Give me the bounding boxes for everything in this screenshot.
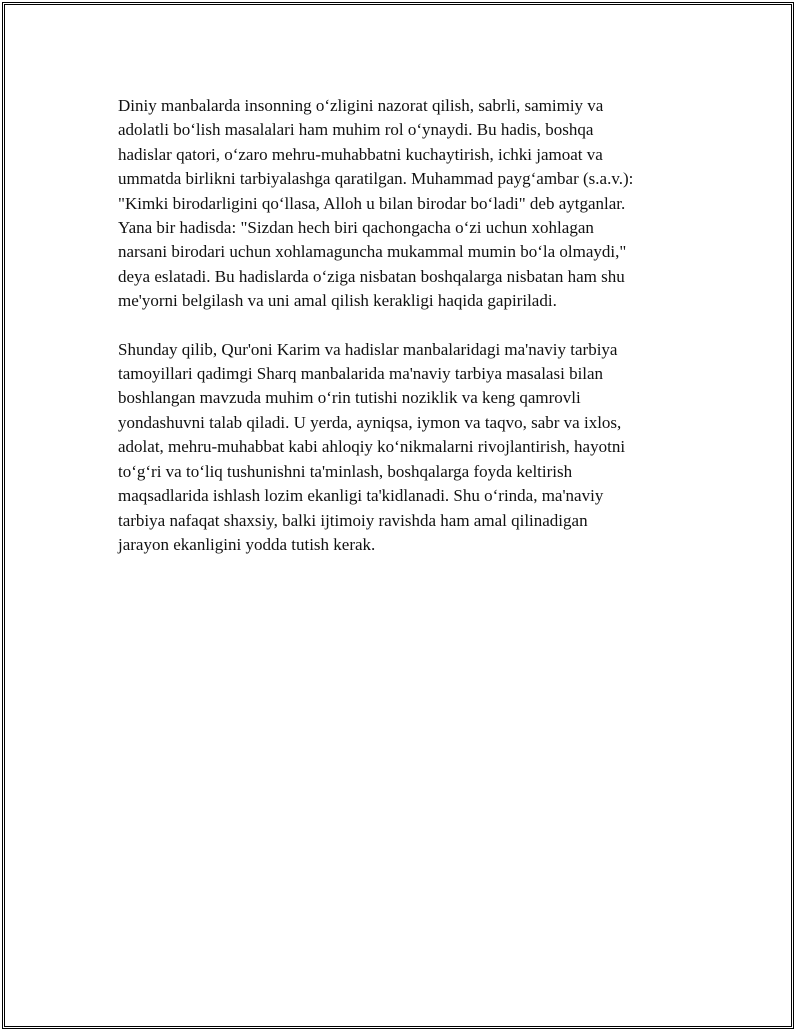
paragraph-1: Diniy manbalarda insonning o‘zligini nazorat qilish, sabrli, samimiy va adolatli bo‘lish masalalari ham muhim rol o‘ynaydi. Bu hadis, boshqa hadislar qatori, o‘zaro mehru-muhabbatni kuchaytirish, ichki jamoat va ummatda birlikni tarbiyalashga qaratilgan. Muhammad payg‘ambar (s.a.v.): "Kimki birodarligini qo‘llasa, Alloh u bilan birodar bo‘ladi" deb aytganlar. Yana bir hadisda: "Sizdan hech biri qachongacha o‘zi uchun xohlagan narsani birodari uchun xohlamaguncha mukammal mumin bo‘la olmaydi," deya eslatadi. Bu hadislarda o‘ziga nisbatan boshqalarga nisbatan ham shu me'yorni belgilash va uni amal qilish kerakligi haqida gapiriladi.	[118, 96, 634, 311]
paragraph-2: Shunday qilib, Qur'oni Karim va hadislar manbalaridagi ma'naviy tarbiya tamoyillari qadimgi Sharq manbalarida ma'naviy tarbiya masalasi bilan boshlangan mavzuda muhim o‘rin tutishi noziklik va keng qamrovli yondashuvni talab qiladi. U yerda, ayniqsa, iymon va taqvo, sabr va ixlos, adolat, mehru-muhabbat kabi ahloqiy ko‘nikmalarni rivojlantirish, hayotni to‘g‘ri va to‘liq tushunishni ta'minlash, boshqalarga foyda keltirish maqsadlarida ishlash lozim ekanligi ta'kidlanadi. Shu o‘rinda, ma'naviy tarbiya nafaqat shaxsiy, balki ijtimoiy ravishda ham amal qilinadigan jarayon ekanligini yodda tutish kerak.	[118, 339, 626, 554]
document-body	[118, 94, 698, 581]
